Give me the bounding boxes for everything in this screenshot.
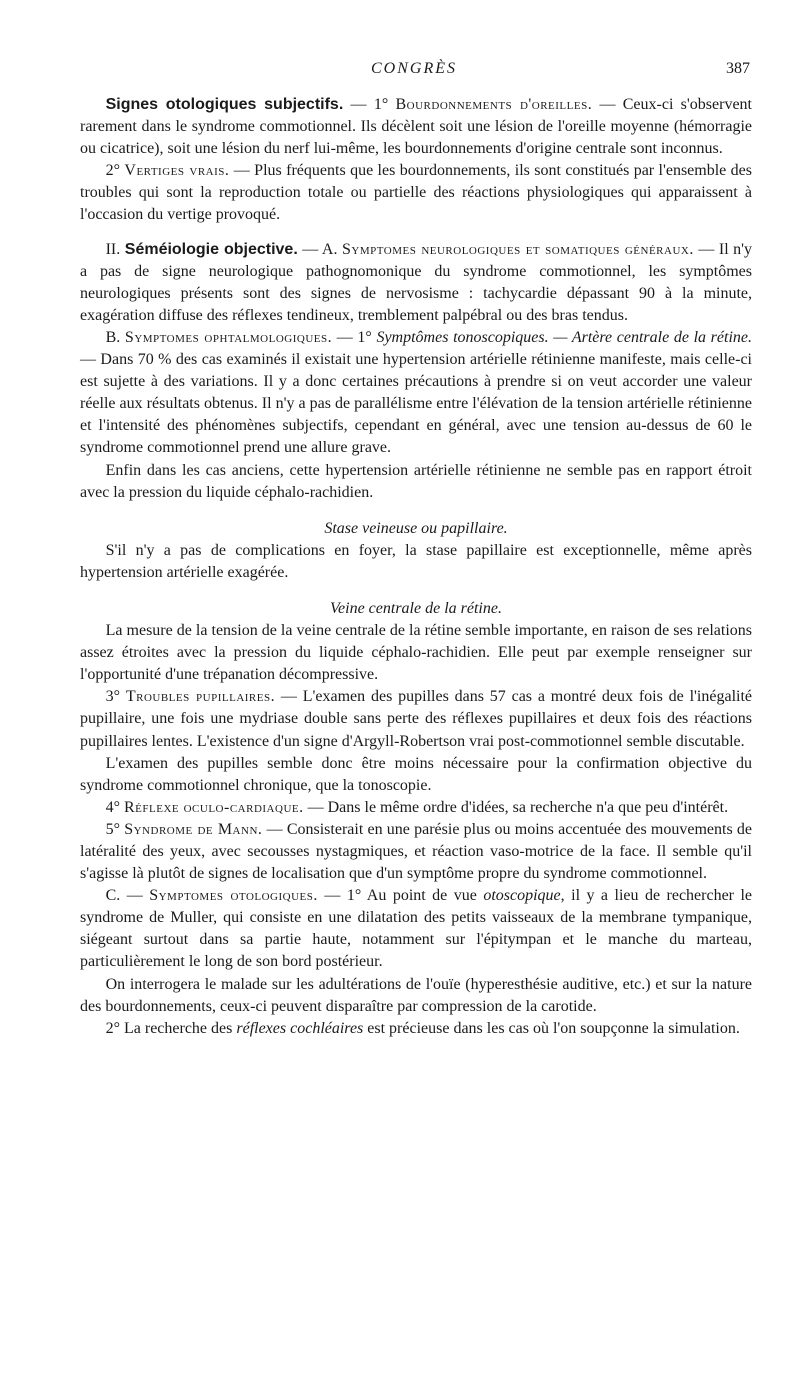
paragraph-text: — Ceux-ci s'observent rarement dans le syndrome commotionnel. Ils décèlent soit une lésion de l'oreille moyenne (hémorragie ou cicatrice), soit une lésion du nerf lui-même, les bourdonnements d'origine centrale sont inconnus. xyxy=(80,96,752,158)
paragraph-old-cases xyxy=(80,460,752,504)
page-header xyxy=(78,60,750,84)
paragraph-text: — Dans le même ordre d'idées, sa recherche n'a que peu d'intérêt. xyxy=(303,798,729,816)
subheading-central-vein: Veine centrale de la rétine. xyxy=(330,599,502,617)
italic-term: otoscopique xyxy=(483,887,561,905)
paragraph-pupil-disorders xyxy=(80,686,752,752)
paragraph-text: On interrogera le malade sur les adultérations de l'ouïe (hyperesthésie auditive, etc.) et sur la nature des bourdonnements, ceux-ci peuvent disparaître par compression de la carotide. xyxy=(80,975,752,1015)
paragraph-text: 2° La recherche des xyxy=(105,1019,237,1037)
item-number: C. — xyxy=(105,887,150,905)
paragraph-text: La mesure de la tension de la veine centrale de la rétine semble importante, en raison de ses relations assez étroites avec la pression du liquide céphalo-rachidien. Elle peut par exemple renseigner sur l'opportunité d'une trépanation décompressive. xyxy=(80,622,752,684)
paragraph-text: — 1° xyxy=(343,96,396,113)
paragraph-text: est précieuse dans les cas où l'on soupçonne la simulation. xyxy=(363,1019,740,1037)
paragraph-text: — L'examen des pupilles dans 57 cas a montré deux fois de l'inégalité pupillaire, une fois une mydriase double sans perte des réflexes pupillaires et deux fois des réactions pupillaires lentes. L'existence d'un signe d'Argyll-Robertson vrai post-commotionnel semble discutable. xyxy=(80,688,753,750)
item-number: 5° xyxy=(105,820,125,838)
subsection-heading: Symptomes otologiques. xyxy=(149,887,318,905)
paragraph-mann-syndrome xyxy=(80,819,752,885)
subsection-heading: Troubles pupillaires. xyxy=(125,688,276,706)
paragraph-text: Enfin dans les cas anciens, cette hypertension artérielle rétinienne ne semble pas en rapport étroit avec la pression du liquide céphalo-rachidien. xyxy=(80,461,752,501)
paragraph-text: , il y a lieu de rechercher le syndrome de Muller, qui consiste en une dilatation des petits vaisseaux de la membrane tympanique, siégeant surtout dans sa partie haute, notamment sur l'épitympan et le manche du marteau, particulièrement le long de son bord postérieur. xyxy=(80,887,753,971)
paragraph-otologic-signs xyxy=(80,94,752,160)
page-number: 387 xyxy=(726,60,750,77)
italic-term: réflexes cochléaires xyxy=(236,1019,364,1037)
item-number: 3° xyxy=(105,688,126,706)
subsection-heading: Bourdonnements d'oreilles. xyxy=(395,96,593,113)
italic-heading: Symptômes tonoscopiques. — Artère centrale de la rétine. xyxy=(376,328,752,346)
paragraph-ophthalmologic xyxy=(80,327,752,460)
paragraph-text: — Dans 70 % des cas examinés il existait une hypertension artérielle rétinienne manifeste, mais celle-ci est sujette à des variations. Il y a donc certaines précautions à prendre si on veut accorder une valeur réelle aux résultats obtenus. Il n'y a pas de parallélisme entre l'élévation de la tension artérielle rétinienne et l'intensité des phénomènes subjectifs, cependant en général, avec une tension au-dessus de 60 le syndrome commotionnel prend une allure grave. xyxy=(80,351,752,457)
subsection-heading: Symptomes neurologiques et somatiques généraux. xyxy=(341,240,694,258)
item-number: B. xyxy=(105,328,125,346)
paragraph-pupil-exam xyxy=(80,753,752,797)
paragraph-central-vein xyxy=(80,620,752,686)
running-title: CONGRÈS xyxy=(371,60,457,77)
paragraph-cochlear-reflexes xyxy=(80,1018,752,1040)
item-number: 4° xyxy=(105,798,124,816)
subsection-heading: Vertiges vrais. xyxy=(124,162,230,180)
section-heading: Séméiologie objective. xyxy=(124,240,298,258)
paragraph-text: — Il n'y a pas de signe neurologique pathognomonique du syndrome commotionnel, les symptômes neurologiques présents sont des signes de nervosisme : tachycardie dépassant 90 à la minute, exagération diffuse des réflexes tendineux, tremblement palpébral ou des bras tendus. xyxy=(80,240,753,324)
paragraph-text: — 1° Au point de vue xyxy=(317,887,484,905)
section-heading: Signes otologiques subjectifs. xyxy=(105,96,344,113)
paragraph-papillary-stasis xyxy=(80,540,752,584)
subsection-heading: Réflexe oculo-cardiaque. xyxy=(124,798,304,816)
paragraph-text: — Plus fréquents que les bourdonnements, ils sont constitués par l'ensemble des troubles qui sont la reproduction totale ou partielle des réactions physiologiques qui apparaissent à l'occasion du vertige provoqué. xyxy=(80,162,752,224)
paragraph-hearing-questions xyxy=(80,974,752,1018)
paragraph-text: — Consisterait en une parésie plus ou moins accentuée des mouvements de latéralité des yeux, avec secousses nystagmiques, et réaction vaso-motrice de la face. Il semble qu'il s'agisse là plutôt de signes de localisation que d'un symptôme propre du syndrome commotionnel. xyxy=(80,820,752,883)
paragraph-text: — 1° xyxy=(332,328,377,346)
subsection-heading: Syndrome de Mann. xyxy=(124,820,263,838)
paragraph-text: L'examen des pupilles semble donc être moins nécessaire pour la confirmation objective du syndrome commotionnel chronique, que la tonoscopie. xyxy=(80,754,752,794)
paragraph-oculocardiac xyxy=(80,797,752,819)
item-number: 2° xyxy=(105,162,125,180)
body-text xyxy=(80,94,752,1040)
subheading-venous-stasis: Stase veineuse ou papillaire. xyxy=(324,519,508,537)
paragraph-text: S'il n'y a pas de complications en foyer, la stase papillaire est exceptionnelle, même après hypertension artérielle exagérée. xyxy=(80,541,752,581)
paragraph-text: — A. xyxy=(297,240,342,258)
paragraph-vertigo xyxy=(80,160,752,226)
subsection-heading: Symptomes ophtalmologiques. xyxy=(124,328,333,346)
item-number: II. xyxy=(105,240,125,258)
paragraph-objective-semiology xyxy=(80,239,752,327)
paragraph-otologic-symptoms xyxy=(80,885,752,973)
